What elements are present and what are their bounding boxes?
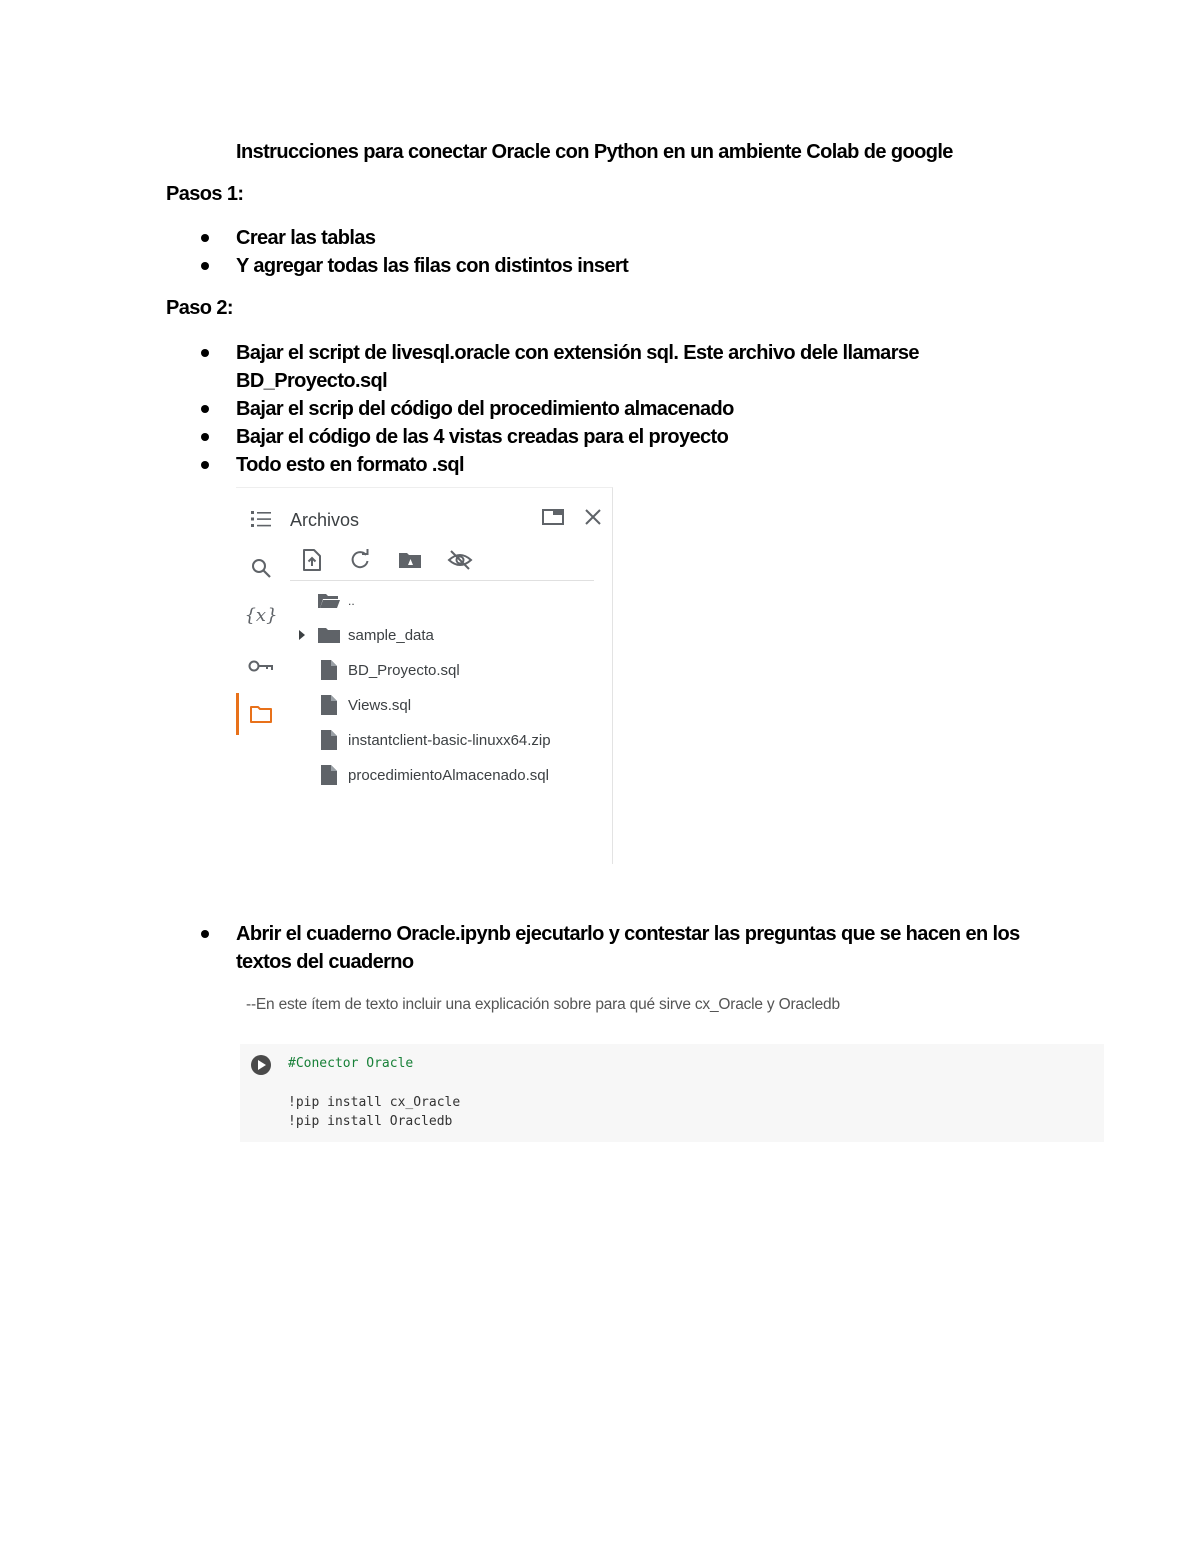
bullet-icon <box>201 262 209 270</box>
code-line: !pip install Oracledb <box>288 1114 453 1129</box>
folder-icon <box>314 626 344 644</box>
list-item <box>236 224 628 252</box>
list-item-text: Crear las tablas <box>236 227 376 249</box>
toolbar-divider <box>290 580 594 581</box>
file-name: sample_data <box>348 626 434 644</box>
list-item-text: Abrir el cuaderno Oracle.ipynb ejecutarlo y contestar las preguntas que se hacen en los textos del cuaderno <box>236 923 1020 973</box>
file-icon <box>314 659 344 681</box>
list-item-text: Bajar el scrip del código del procedimiento almacenado <box>236 398 734 420</box>
expand-caret-icon[interactable] <box>290 630 314 640</box>
open-in-tab-icon[interactable] <box>538 502 568 532</box>
list-item-text: Todo esto en formato .sql <box>236 454 464 476</box>
list-item <box>236 451 996 479</box>
notebook-step-list <box>236 920 1036 976</box>
list-item-text: Y agregar todas las filas con distintos insert <box>236 255 629 277</box>
file-name: BD_Proyecto.sql <box>348 661 460 679</box>
close-icon[interactable] <box>578 502 608 532</box>
parent-dir-label: .. <box>348 594 355 608</box>
play-icon <box>256 1060 266 1070</box>
file-name: instantclient-basic-linuxx64.zip <box>348 731 551 749</box>
hidden-files-icon[interactable] <box>444 544 476 576</box>
search-icon[interactable] <box>246 553 276 583</box>
notebook-text-cell: --En este ítem de texto incluir una explicación sobre para qué sirve cx_Oracle y Oracledb <box>246 996 840 1013</box>
upload-file-icon[interactable] <box>296 544 328 576</box>
active-tab-indicator <box>236 693 239 735</box>
bullet-icon <box>201 461 209 469</box>
file-row[interactable] <box>290 760 600 790</box>
variables-icon[interactable]: {x} <box>244 604 278 626</box>
file-icon <box>314 729 344 751</box>
files-panel-screenshot <box>236 487 613 864</box>
step-2-heading: Paso 2: <box>166 297 233 319</box>
file-row[interactable] <box>290 725 600 755</box>
list-item <box>236 423 996 451</box>
drive-folder-icon[interactable] <box>394 544 426 576</box>
code-line: !pip install cx_Oracle <box>288 1095 461 1110</box>
file-name: procedimientoAlmacenado.sql <box>348 766 549 784</box>
list-item <box>236 339 996 395</box>
file-icon <box>314 694 344 716</box>
file-row[interactable] <box>290 690 600 720</box>
bullet-icon <box>201 405 209 413</box>
step-2-list <box>236 339 996 479</box>
code-comment: #Conector Oracle <box>288 1056 414 1071</box>
list-item <box>236 252 628 280</box>
bullet-icon <box>201 930 209 938</box>
document-title: Instrucciones para conectar Oracle con Python en un ambiente Colab de google <box>236 141 953 163</box>
file-icon <box>314 764 344 786</box>
bullet-icon <box>201 433 209 441</box>
parent-dir-row[interactable] <box>290 586 600 616</box>
file-row[interactable] <box>290 655 600 685</box>
refresh-icon[interactable] <box>344 544 376 576</box>
step-1-heading: Pasos 1: <box>166 183 244 205</box>
list-item <box>236 395 996 423</box>
bullet-icon <box>201 349 209 357</box>
file-name: Views.sql <box>348 696 412 714</box>
folder-row-sample-data[interactable] <box>290 620 600 650</box>
folder-icon[interactable] <box>246 699 276 729</box>
key-icon[interactable] <box>246 651 276 681</box>
panel-title: Archivos <box>290 510 360 530</box>
bullet-icon <box>201 234 209 242</box>
step-1-list <box>236 224 628 280</box>
open-folder-icon <box>314 592 344 610</box>
notebook-code-cell[interactable] <box>240 1044 1104 1142</box>
list-item-text: Bajar el script de livesql.oracle con extensión sql. Este archivo dele llamarse BD_Proyecto.sql <box>236 342 919 392</box>
run-cell-button[interactable] <box>251 1055 271 1075</box>
list-item <box>236 920 1036 976</box>
toc-icon[interactable] <box>246 504 276 534</box>
list-item-text: Bajar el código de las 4 vistas creadas para el proyecto <box>236 426 729 448</box>
